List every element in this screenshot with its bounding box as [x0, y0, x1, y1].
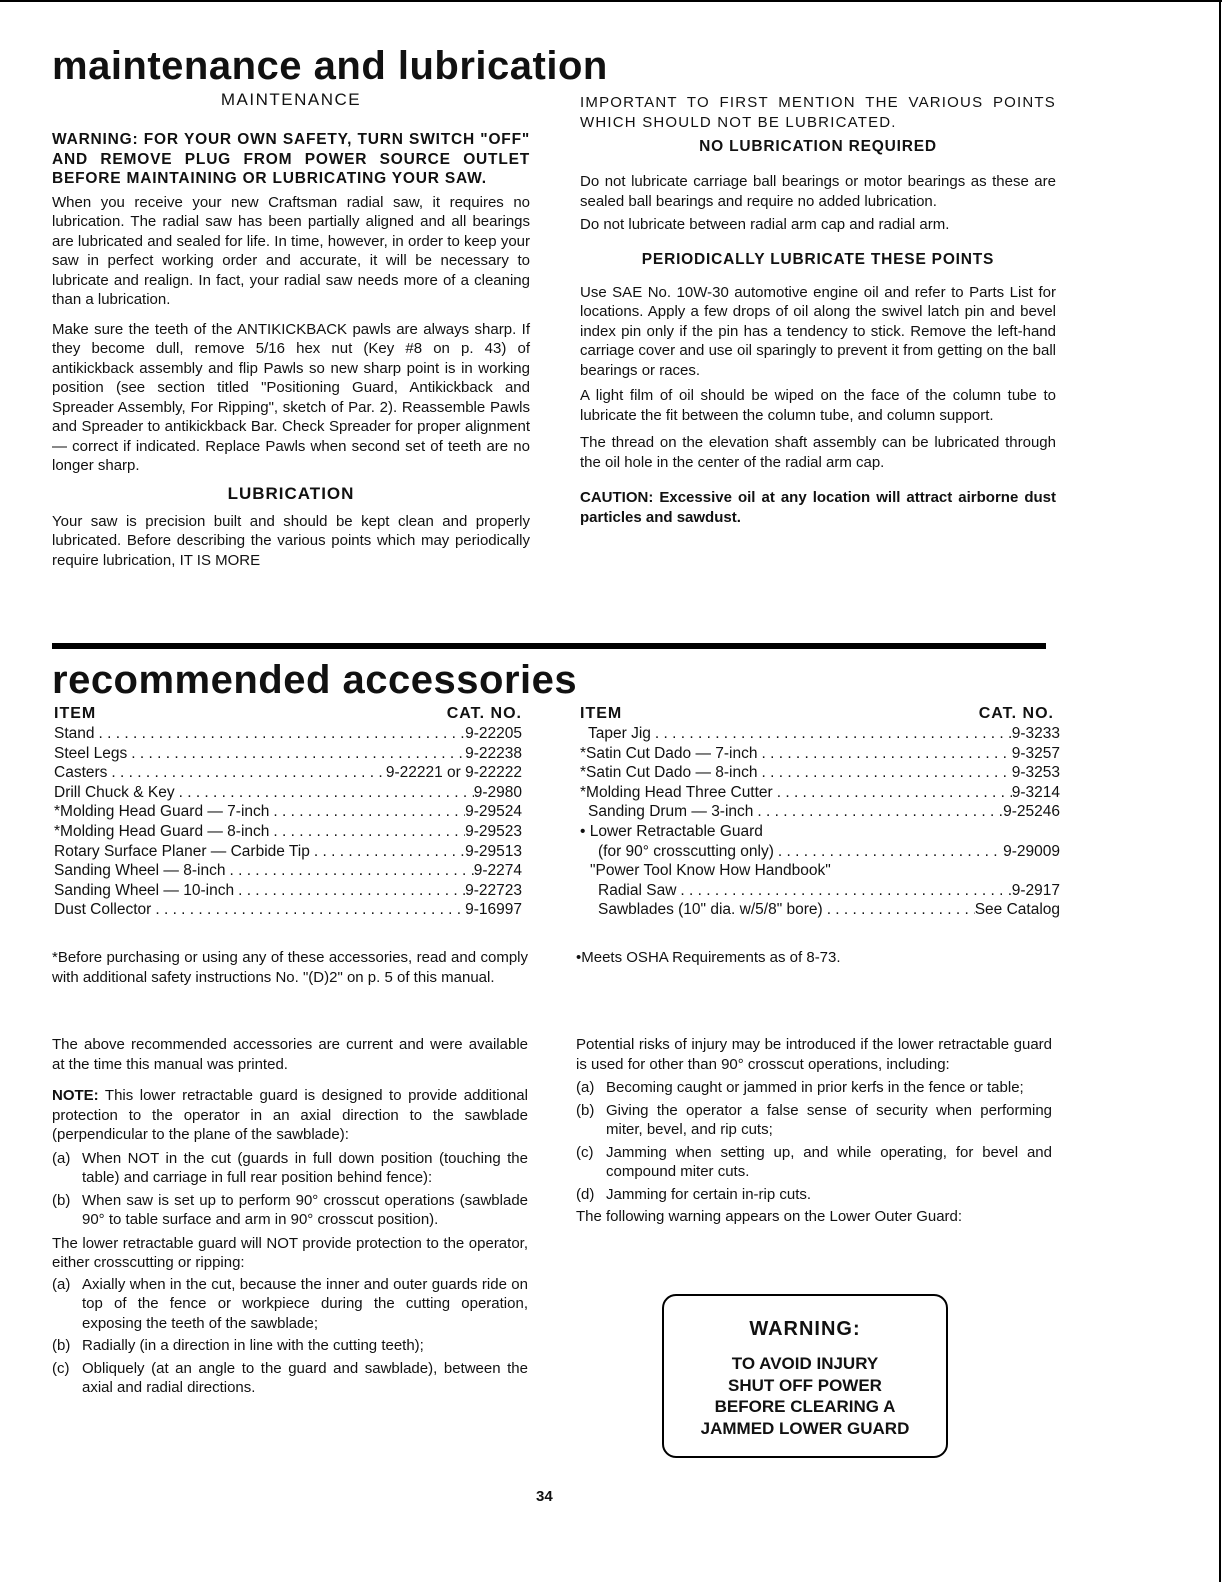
accessories-osha-note: •Meets OSHA Requirements as of 8-73. [576, 949, 841, 966]
page-number: 34 [536, 1488, 553, 1505]
list-text: When NOT in the cut (guards in full down position (touching the table) and carriage in full rear position behind fence): [82, 1149, 528, 1186]
leader-dots [127, 744, 465, 764]
leader-dots [676, 881, 1011, 901]
accessory-item: Steel Legs [54, 744, 128, 762]
list-text: Radially (in a direction in line with the cutting teeth); [82, 1337, 424, 1354]
maintenance-para1: When you receive your new Craftsman radial saw, it requires no lubrication. The radial saw has been partially aligned and all bearings are lubricated and sealed for life. In time, however, in order to keep your saw in perfect working order and accurate, it will be necessary to lubricate and realign. In fact, your radial saw needs more of a cleaning than a lubrication. [52, 193, 530, 308]
accessory-row [580, 802, 1060, 822]
leader-dots [823, 900, 975, 920]
top-border [0, 0, 1222, 2]
maintenance-heading: MAINTENANCE [220, 90, 362, 109]
accessory-row [580, 783, 1060, 803]
accessory-row [54, 744, 522, 764]
list-marker: (a) [576, 1079, 595, 1096]
leader-dots [774, 842, 1003, 862]
accessory-cat-no: 9-3214 [1011, 783, 1060, 801]
caution-text: Excessive oil at any location will attract airborne dust particles and sawdust. [580, 489, 1056, 526]
accessory-row [54, 881, 522, 901]
accessory-row [580, 900, 1060, 920]
not-protect-text: The lower retractable guard will NOT provide protection to the operator, either crosscutting or ripping: [52, 1234, 528, 1271]
right-border [1219, 0, 1221, 1582]
accessory-item: Drill Chuck & Key [54, 783, 175, 801]
lubrication-section [580, 93, 1056, 527]
list-text: Obliquely (at an angle to the guard and sawblade), between the axial and radial directions. [82, 1359, 528, 1396]
leader-dots [757, 763, 1011, 783]
risk-list-item [576, 1078, 1052, 1098]
list-marker: (a) [52, 1149, 71, 1167]
caution-label: CAUTION: [580, 489, 654, 506]
accessory-row [54, 822, 522, 842]
list-marker: (b) [52, 1337, 71, 1354]
warning-box-line4: JAMMED LOWER GUARD [700, 1418, 910, 1438]
note-list-item [52, 1191, 528, 1230]
accessory-item: Dust Collector [54, 901, 152, 919]
warning-box-line2: SHUT OFF POWER [728, 1375, 882, 1395]
risk-list-item [576, 1101, 1052, 1140]
accessory-item: Rotary Surface Planer — Carbide Tip [54, 842, 310, 860]
accessory-item: Stand [54, 725, 95, 742]
accessories-title: recommended accessories [52, 658, 578, 702]
periodic-para3: The thread on the elevation shaft assembly can be lubricated through the oil hole in the center of the radial arm cap. [580, 434, 1056, 471]
list-marker: (b) [576, 1101, 595, 1119]
lubrication-para1-cont: IMPORTANT TO FIRST MENTION THE VARIOUS POINTS WHICH SHOULD NOT BE LUBRICATED. [580, 94, 1056, 131]
accessory-cat-no: 9-22221 or 9-22222 [385, 764, 522, 782]
lubrication-heading: LUBRICATION [227, 483, 355, 503]
leader-dots [753, 802, 1003, 822]
accessories-left-header [54, 704, 522, 724]
lower-right-notes [576, 1035, 1052, 1227]
accessory-item: *Molding Head Three Cutter [580, 783, 773, 801]
accessories-star-note: *Before purchasing or using any of these accessories, read and comply with additional safety instructions No. "(D)2" on p. 5 of this manual. [52, 949, 528, 986]
no-lubrication-heading: NO LUBRICATION REQUIRED [699, 138, 937, 155]
accessory-cat-no: 9-25246 [1003, 803, 1060, 821]
accessory-cat-no: See Catalog [974, 901, 1060, 919]
list-text: Axially when in the cut, because the inner and outer guards ride on top of the fence or workpiece during the cutting operation, exposing the teeth of the sawblade; [82, 1275, 528, 1332]
note-paragraph [52, 1086, 528, 1145]
accessory-row [54, 763, 522, 783]
no-lubrication-para2: Do not lubricate between radial arm cap and radial arm. [580, 216, 950, 233]
list-text: Jamming for certain in-rip cuts. [606, 1185, 812, 1203]
note-list-item [52, 1149, 528, 1188]
accessory-item: *Satin Cut Dado — 7-inch [580, 744, 758, 762]
accessory-item: Sanding Wheel — 10-inch [54, 881, 235, 899]
list-text: Becoming caught or jammed in prior kerfs in the fence or table; [606, 1079, 1024, 1096]
no-lubrication-para1: Do not lubricate carriage ball bearings or motor bearings as these are sealed ball bearings and require no added lubrication. [580, 173, 1056, 210]
leader-dots [269, 802, 465, 822]
accessory-cat-no: 9-29523 [465, 822, 522, 840]
warning-intro: The following warning appears on the Lower Outer Guard: [576, 1208, 963, 1225]
accessory-cat-no: 9-2980 [473, 783, 522, 801]
accessories-right-header [580, 704, 1060, 724]
accessory-cat-no: 9-22205 [465, 725, 522, 742]
accessory-row [54, 724, 522, 744]
accessory-item: *Satin Cut Dado — 8-inch [580, 764, 758, 782]
lower-left-notes [52, 1035, 528, 1401]
warning-box-line3: BEFORE CLEARING A [714, 1397, 896, 1416]
accessory-cat-no: 9-16997 [465, 901, 522, 919]
accessory-item: Radial Saw [598, 881, 677, 899]
maintenance-warning: WARNING: FOR YOUR OWN SAFETY, TURN SWITCH "OFF" AND REMOVE PLUG FROM POWER SOURCE OUTLET BEFORE MAINTAINING OR LUBRICATING YOUR SAW. [52, 131, 530, 187]
not-protect-list-item [52, 1275, 528, 1334]
leader-dots [107, 763, 385, 783]
list-marker: (c) [52, 1359, 70, 1377]
accessory-cat-no: 9-29009 [1003, 842, 1060, 860]
leader-dots [269, 822, 465, 842]
accessory-cat-no: 9-22238 [465, 744, 522, 762]
maintenance-section [52, 90, 530, 570]
accessory-item: Casters [54, 764, 108, 782]
section-divider [52, 643, 1046, 649]
accessory-row [54, 842, 522, 862]
accessory-row [580, 842, 1060, 862]
periodic-heading: PERIODICALLY LUBRICATE THESE POINTS [641, 250, 995, 268]
not-protect-list-item [52, 1359, 528, 1398]
risks-text: Potential risks of injury may be introduced if the lower retractable guard is used for other than 90° crosscut operations, including: [576, 1036, 1052, 1073]
periodic-para2: A light film of oil should be wiped on the face of the column tube to lubricate the fit between the column tube, and column support. [580, 387, 1056, 424]
leader-dots [651, 724, 1012, 744]
note-label: NOTE: [52, 1087, 99, 1104]
list-marker: (b) [52, 1191, 71, 1209]
accessory-cat-no: 9-2274 [473, 862, 522, 880]
risk-list-item [576, 1143, 1052, 1182]
accessory-item: *Molding Head Guard — 8-inch [54, 822, 270, 840]
accessory-row [54, 861, 522, 881]
accessory-row [580, 763, 1060, 783]
col-cat-header: CAT. NO. [978, 705, 1054, 722]
accessory-item: *Molding Head Guard — 7-inch [54, 803, 270, 821]
list-text: When saw is set up to perform 90° crosscut operations (sawblade 90° to table surface and arm in 90° crosscut position). [82, 1191, 528, 1228]
leader-dots [310, 842, 465, 862]
accessory-cat-no: 9-29524 [465, 803, 522, 821]
list-marker: (d) [576, 1185, 595, 1203]
accessory-item: • Lower Retractable Guard [580, 822, 763, 840]
accessories-left-table [54, 704, 522, 920]
leader-dots [757, 744, 1011, 764]
risk-list-item [576, 1185, 1052, 1205]
periodic-para1: Use SAE No. 10W-30 automotive engine oil and refer to Parts List for locations. Apply a few drops of oil along the swivel latch pin and bevel index pin only if the pin has a tendency to stick. Remove the left-hand carriage cover and use oil sparingly to prevent it from getting on the ball bearings or races. [580, 283, 1056, 379]
leader-dots [225, 861, 473, 881]
warning-label-box [662, 1294, 948, 1458]
accessory-cat-no: 9-29513 [465, 842, 522, 860]
maintenance-para2: Make sure the teeth of the ANTIKICKBACK pawls are always sharp. If they become dull, remove 5/16 hex nut (Key #8 on p. 43) of antikickback assembly and flip Pawls so new sharp point is in working position (see section titled "Positioning Guard, Antikickback and Spreader Assembly, For Ripping", sketch of Par. 2). Reassemble Pawls and Spreader to antikickback Bar. Check Spreader for proper alignment — correct if indicated. Replace Pawls when second set of teeth are no longer sharp. [52, 320, 530, 474]
accessory-row [54, 802, 522, 822]
accessory-cat-no: 9-2917 [1011, 881, 1060, 899]
col-cat-header: CAT. NO. [446, 705, 522, 722]
accessory-item: (for 90° crosscutting only) [598, 842, 774, 860]
accessory-row [580, 822, 1060, 842]
accessory-item: Sanding Drum — 3-inch [588, 803, 754, 821]
lubrication-para1: Your saw is precision built and should be kept clean and properly lubricated. Before describing the various points which may periodically require lubrication, IT IS MORE [52, 512, 530, 569]
accessory-item: Sanding Wheel — 8-inch [54, 862, 226, 880]
page-title: maintenance and lubrication [52, 44, 608, 88]
not-protect-list-item [52, 1336, 528, 1356]
accessories-right-table [580, 704, 1060, 920]
list-marker: (a) [52, 1275, 71, 1293]
caution [580, 488, 1056, 527]
accessory-row [580, 881, 1060, 901]
accessory-cat-no: 9-3253 [1011, 764, 1060, 782]
accessory-row [580, 724, 1060, 744]
accessory-cat-no: 9-3257 [1011, 744, 1060, 762]
warning-box-line1: TO AVOID INJURY [731, 1354, 879, 1373]
accessory-item: Sawblades (10" dia. w/5/8" bore) [598, 901, 823, 919]
accessory-cat-no: 9-3233 [1011, 725, 1060, 742]
list-text: Jamming when setting up, and while operating, for bevel and compound miter cuts. [606, 1143, 1052, 1180]
note-text: This lower retractable guard is designed to provide additional protection to the operator in an axial direction to the sawblade (perpendicular to the plane of the sawblade): [52, 1087, 528, 1143]
leader-dots [95, 724, 466, 744]
accessory-row [580, 744, 1060, 764]
accessory-item: "Power Tool Know How Handbook" [590, 862, 831, 880]
list-text: Giving the operator a false sense of security when performing miter, bevel, and rip cuts; [606, 1101, 1052, 1138]
accessory-row [54, 783, 522, 803]
accessory-item: Taper Jig [588, 725, 651, 742]
warning-box-title: WARNING: [749, 1318, 861, 1340]
accessory-row [54, 900, 522, 920]
leader-dots [234, 881, 465, 901]
accessory-cat-no: 9-22723 [465, 881, 522, 899]
col-item-header: ITEM [580, 705, 623, 722]
col-item-header: ITEM [54, 705, 97, 722]
current-note: The above recommended accessories are current and were available at the time this manual was printed. [52, 1036, 528, 1073]
accessory-row [580, 861, 1060, 881]
leader-dots [773, 783, 1012, 803]
list-marker: (c) [576, 1143, 594, 1161]
leader-dots [151, 900, 465, 920]
leader-dots [175, 783, 474, 803]
